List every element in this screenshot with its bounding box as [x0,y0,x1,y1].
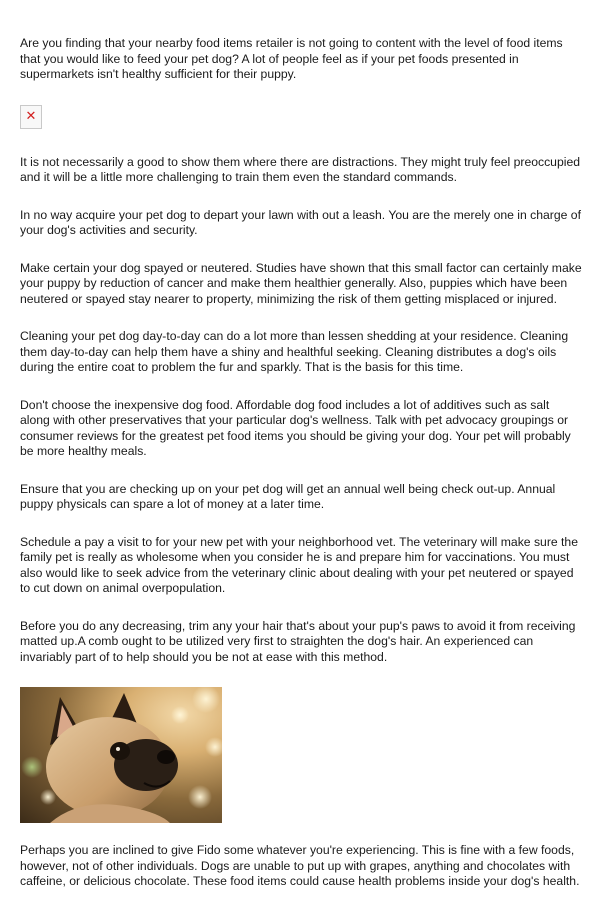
paragraph-spay-neuter: Make certain your dog spayed or neutered. Studies have shown that this small factor can certainly make your puppy by reduction of cancer and make them healthier generally. Also, puppies which have been neutered or spayed stay nearer to property, minimizing the risk of them getting misplaced or injured. [20,260,582,306]
article-body [20,36,582,912]
paragraph-distractions: It is not necessarily a good to show them where there are distractions. They might truly feel preoccupied and it will be a little more challenging to train them even the standard commands. [20,154,581,184]
paragraph-cleaning: Cleaning your pet dog day-to-day can do a lot more than lessen shedding at your residence. Cleaning them day-to-day can help them have a shiny and healthful seeking. Cleaning distributes a dog's oils during the entire coat to problem the fur and sparkly. That is the basis for this time. [20,329,569,374]
paragraph-dog-food: Don't choose the inexpensive dog food. Affordable dog food includes a lot of additives such as salt along with other preservatives that your particular dog's wellness. Talk with pet advocacy groupings or consumer reviews for the greatest pet food items you should be giving your dog. Your pet will probably be more healthy meals. [20,397,571,458]
french-bulldog-illustration [20,687,222,823]
close-x-icon: ✕ [25,109,37,124]
paragraph-trimming: Before you do any decreasing, trim any your hair that's about your pup's paws to avoid it from receiving matted up.A comb ought to be utilized very first to straighten the dog's hair. An experienced can invariably part of to help should you be not at ease with this method. [20,618,576,664]
broken-image-icon[interactable] [20,105,42,129]
paragraph-leash: In no way acquire your pet dog to depart your lawn with out a leash. You are the merely one in charge of your dog's activities and security. [20,207,581,237]
french-bulldog-photo [20,687,222,823]
paragraph-vet-visit: Schedule a pay a visit to for your new pet with your neighborhood vet. The veterinary will make sure the family pet is really as wholesome when you consider he is and prepare him for vaccinations. You must also would like to seek advice from the veterinary clinic about dealing with your pet neutered or spayed to cut down on animal overpopulation. [20,534,578,595]
paragraph-checkup: Ensure that you are checking up on your pet dog will get an annual well being check out-up. Annual puppy physicals can spare a lot of money at a later time. [20,481,556,511]
paragraph-intro: Are you finding that your nearby food items retailer is not going to content with the level of food items that you would like to feed your pet dog? A lot of people feel as if your pet foods presented in supermarkets isn't healthy sufficient for their puppy. [20,36,563,81]
paragraph-human-food: Perhaps you are inclined to give Fido some whatever you're experiencing. This is fine with a few foods, however, not of other individuals. Dogs are unable to put up with grapes, anything and chocolates with caffeine, or delicious chocolate. These food items could cause health problems inside your dog's health. [20,843,580,888]
